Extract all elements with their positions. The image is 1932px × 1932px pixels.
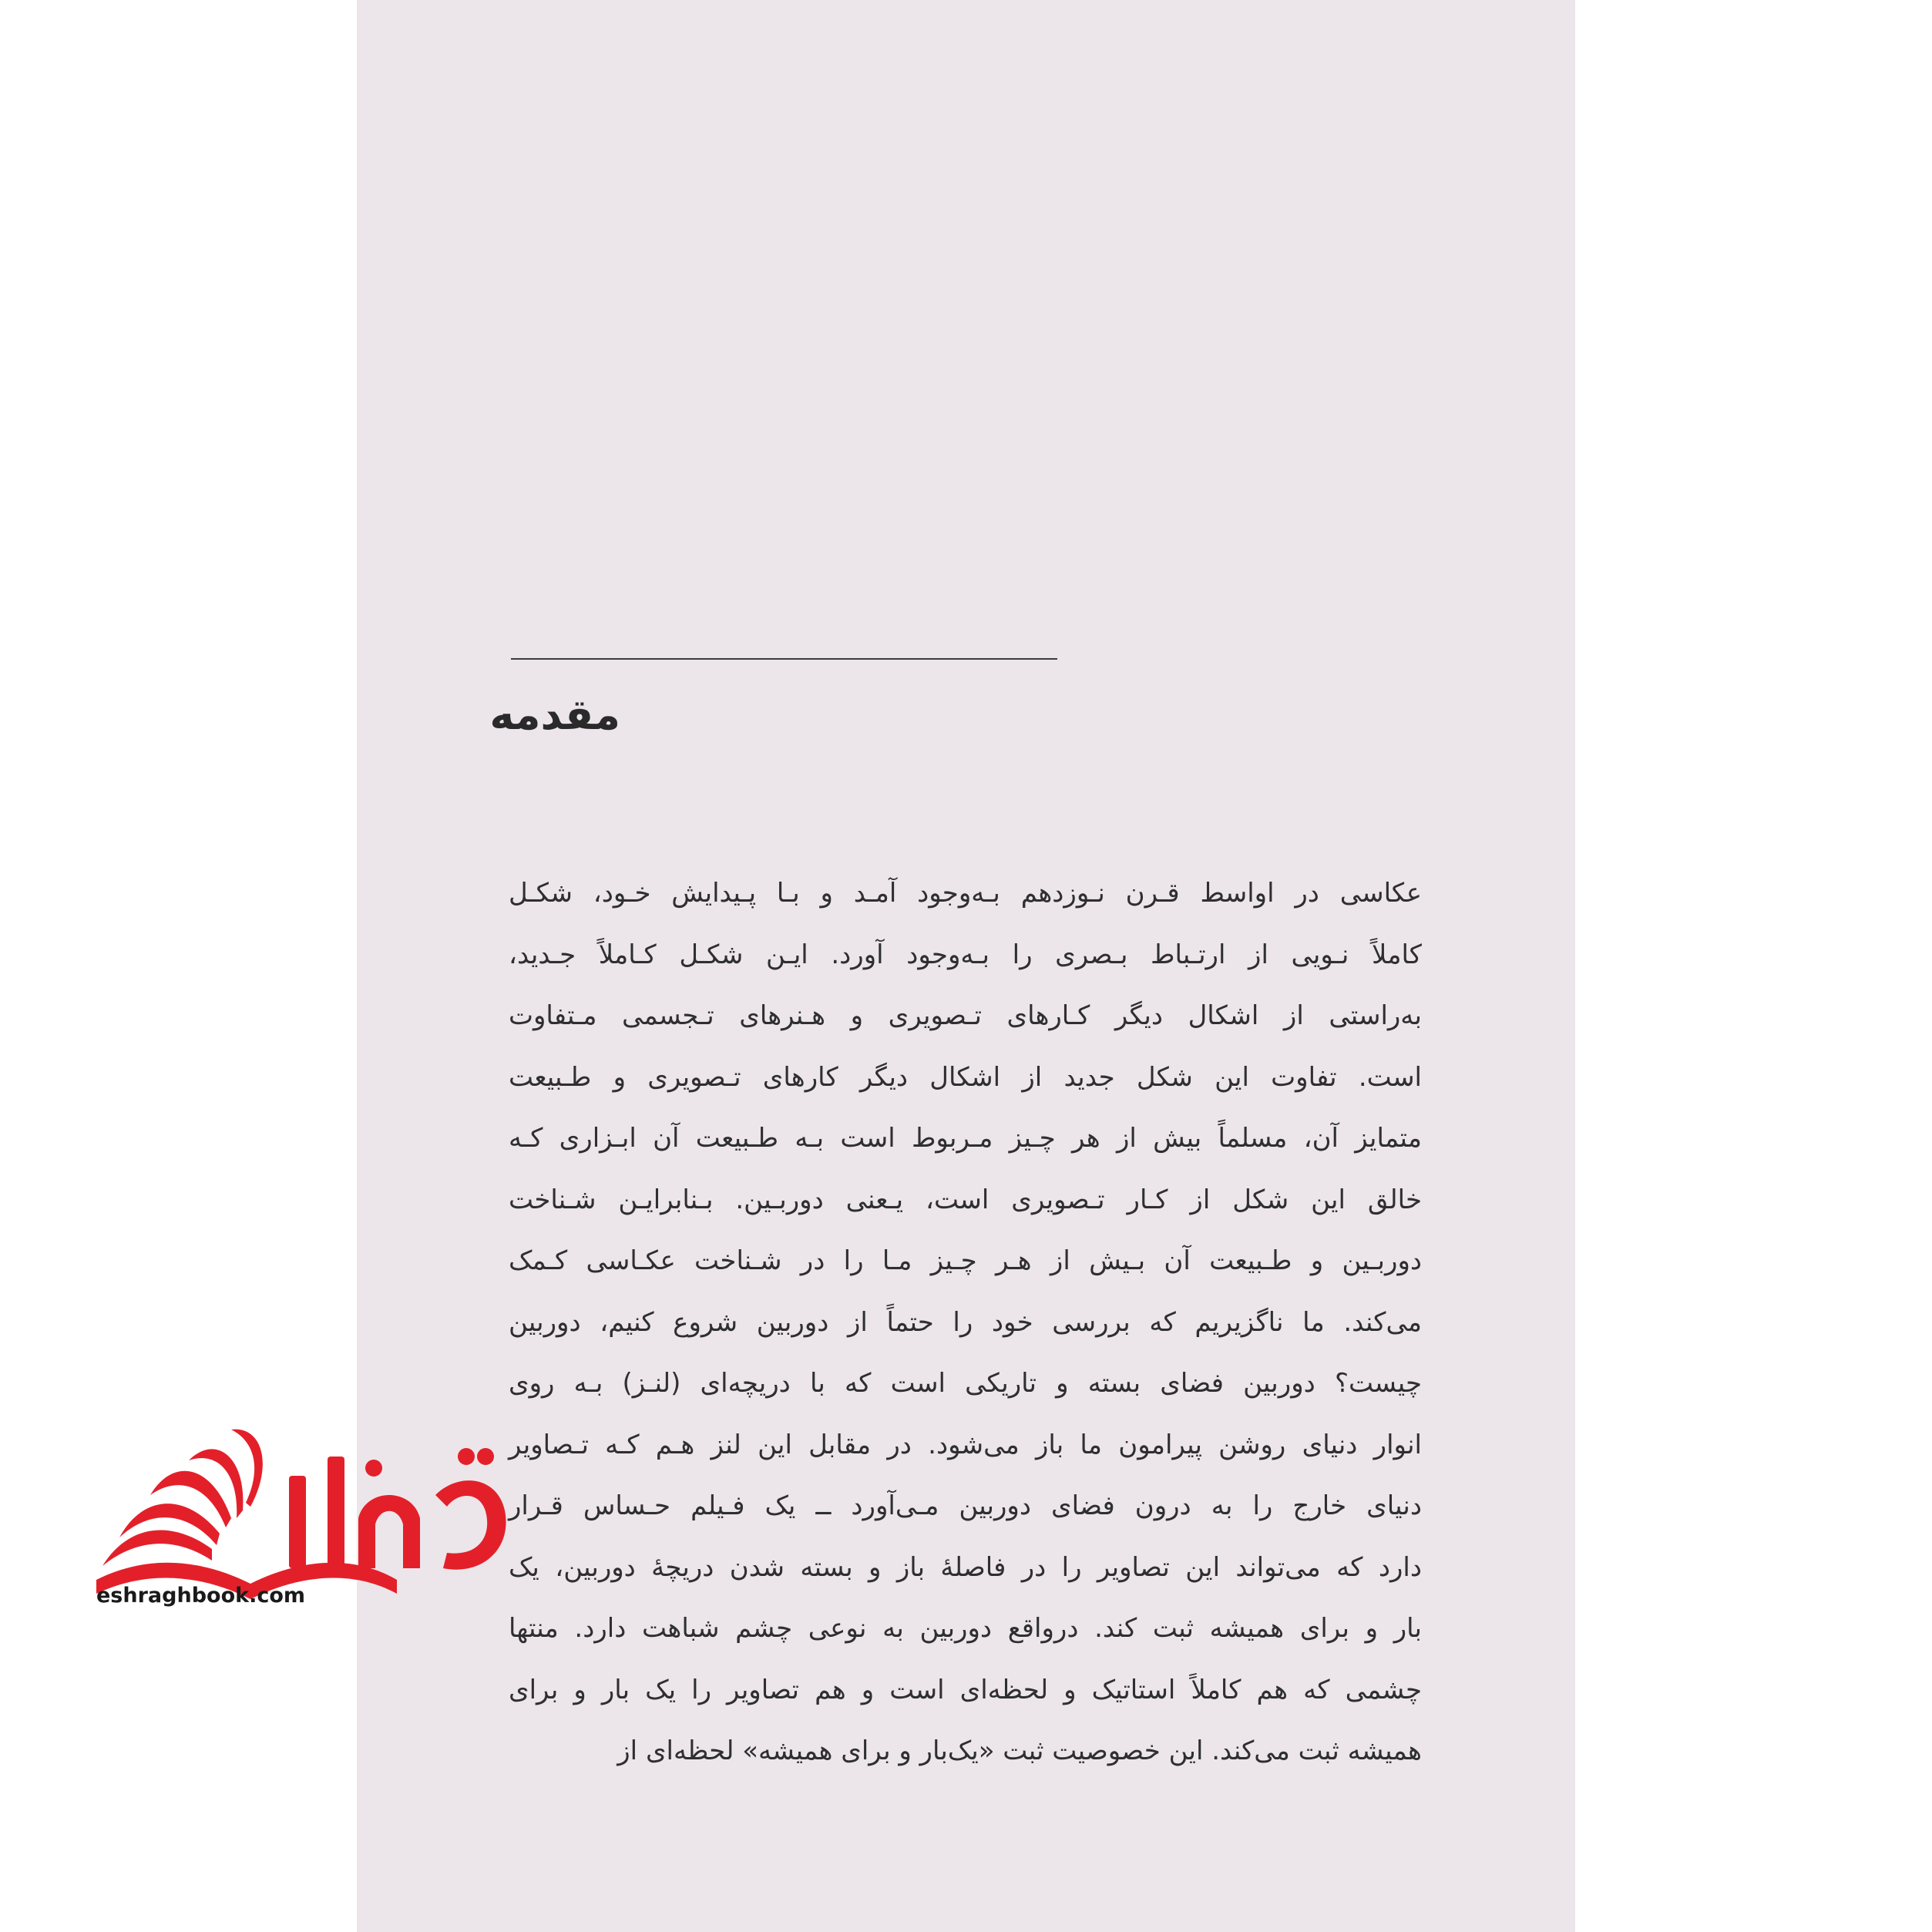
- text-line: به‌راستی از اشکال دیگر کـارهای تـصویری و هـنرهای تـجسمی مـتفاوت: [509, 1000, 1422, 1031]
- text-line: دوربـین و طـبیعت آن بـیش از هـر چـیز مـا را در شـناخت عکـاسی کـمک: [509, 1245, 1422, 1276]
- text-line: چیست؟ دوربین فضای بسته و تاریکی است که با دریچه‌ای (لنـز) بـه روی: [509, 1368, 1422, 1399]
- book-page: [357, 0, 1575, 1932]
- text-line: بار و برای همیشه ثبت کند. درواقع دوربین به نوعی چشم شباهت دارد. منتها: [509, 1613, 1422, 1644]
- text-line: انوار دنیای روشن پیرامون ما باز می‌شود. در مقابل این لنز هـم کـه تـصاویر: [509, 1429, 1422, 1460]
- book-logo-icon: [96, 1430, 506, 1599]
- text-line: است. تفاوت این شکل جدید از اشکال دیگر کارهای تـصویری و طـبیعت: [509, 1061, 1422, 1093]
- text-line: کاملاً نـویی از ارتـباط بـصری را بـه‌وجود آورد. ایـن شکـل کـاملاً جـدید،: [509, 939, 1422, 970]
- text-line: دارد که می‌تواند این تصاویر را در فاصلهٔ باز و بسته شدن دریچهٔ دوربین، یک: [509, 1551, 1422, 1583]
- text-line: می‌کند. ما ناگزیریم که بررسی خود را حتماً از دوربین شروع کنیم، دوربین: [509, 1306, 1422, 1338]
- body-paragraph: [509, 863, 1422, 1782]
- text-line: چشمی که هم کاملاً استاتیک و لحظه‌ای است و هم تصاویر را یک بار و برای: [509, 1674, 1422, 1705]
- text-line: خالق این شکل از کـار تـصویری است، یـعنی دوربـین. بـنابرایـن شـناخت: [509, 1184, 1422, 1215]
- text-line: متمایز آن، مسلماً بیش از هر چـیز مـربوط است بـه طـبیعت آن ابـزاری کـه: [509, 1123, 1422, 1154]
- chapter-heading: مقدمه: [489, 690, 620, 739]
- watermark-url: eshraghbook.com: [96, 1584, 306, 1608]
- text-line: دنیای خارج را به درون فضای دوربین مـی‌آورد ــ یک فـیلم حـساس قـرار: [509, 1490, 1422, 1521]
- text-line: همیشه ثبت می‌کند. این خصوصیت ثبت «یک‌بار و برای همیشه» لحظه‌ای از: [617, 1735, 1422, 1766]
- heading-rule: [511, 658, 1057, 660]
- text-line: عکاسی در اواسط قـرن نـوزدهم بـه‌وجود آمـد و بـا پـیدایش خـود، شکـل: [509, 878, 1422, 909]
